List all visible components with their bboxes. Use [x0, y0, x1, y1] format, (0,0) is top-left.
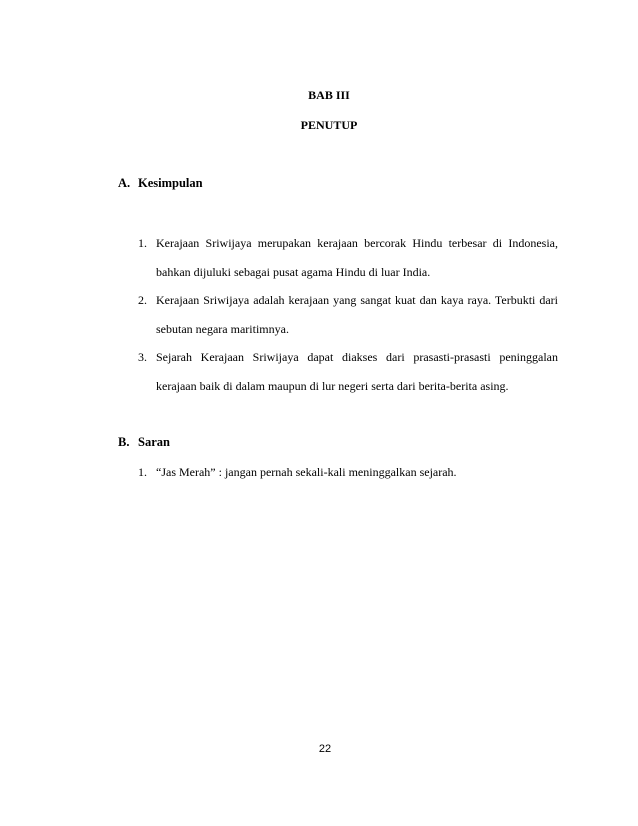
list-item-text: Kerajaan Sriwijaya merupakan kerajaan bercorak Hindu terbesar di Indonesia, bahkan dijuluki sebagai pusat agama Hindu di luar India.	[156, 236, 558, 279]
list-item	[138, 458, 558, 487]
section-heading-kesimpulan	[118, 176, 203, 191]
section-letter: B.	[118, 435, 130, 449]
section-title: Kesimpulan	[138, 176, 203, 190]
list-item-number: 3.	[138, 350, 147, 364]
page-number: 22	[318, 743, 332, 755]
list-item-number: 1.	[138, 236, 147, 250]
chapter-number: BAB III	[308, 88, 350, 102]
chapter-title: PENUTUP	[300, 118, 358, 132]
list-item-number: 2.	[138, 293, 147, 307]
list-item	[138, 286, 558, 344]
section-letter: A.	[118, 176, 131, 190]
list-item	[138, 343, 558, 401]
list-item-text: Sejarah Kerajaan Sriwijaya dapat diakses dari prasasti-prasasti peninggalan kerajaan baik di dalam maupun di lur negeri serta dari berita-berita asing.	[156, 350, 558, 393]
list-item-number: 1.	[138, 465, 147, 479]
list-item-text: Kerajaan Sriwijaya adalah kerajaan yang sangat kuat dan kaya raya. Terbukti dari sebutan negara maritimnya.	[156, 293, 558, 336]
section-title: Saran	[138, 435, 170, 449]
list-item-text: “Jas Merah” : jangan pernah sekali-kali meninggalkan sejarah.	[156, 465, 457, 479]
list-item	[138, 229, 558, 287]
section-heading-saran	[118, 435, 170, 450]
